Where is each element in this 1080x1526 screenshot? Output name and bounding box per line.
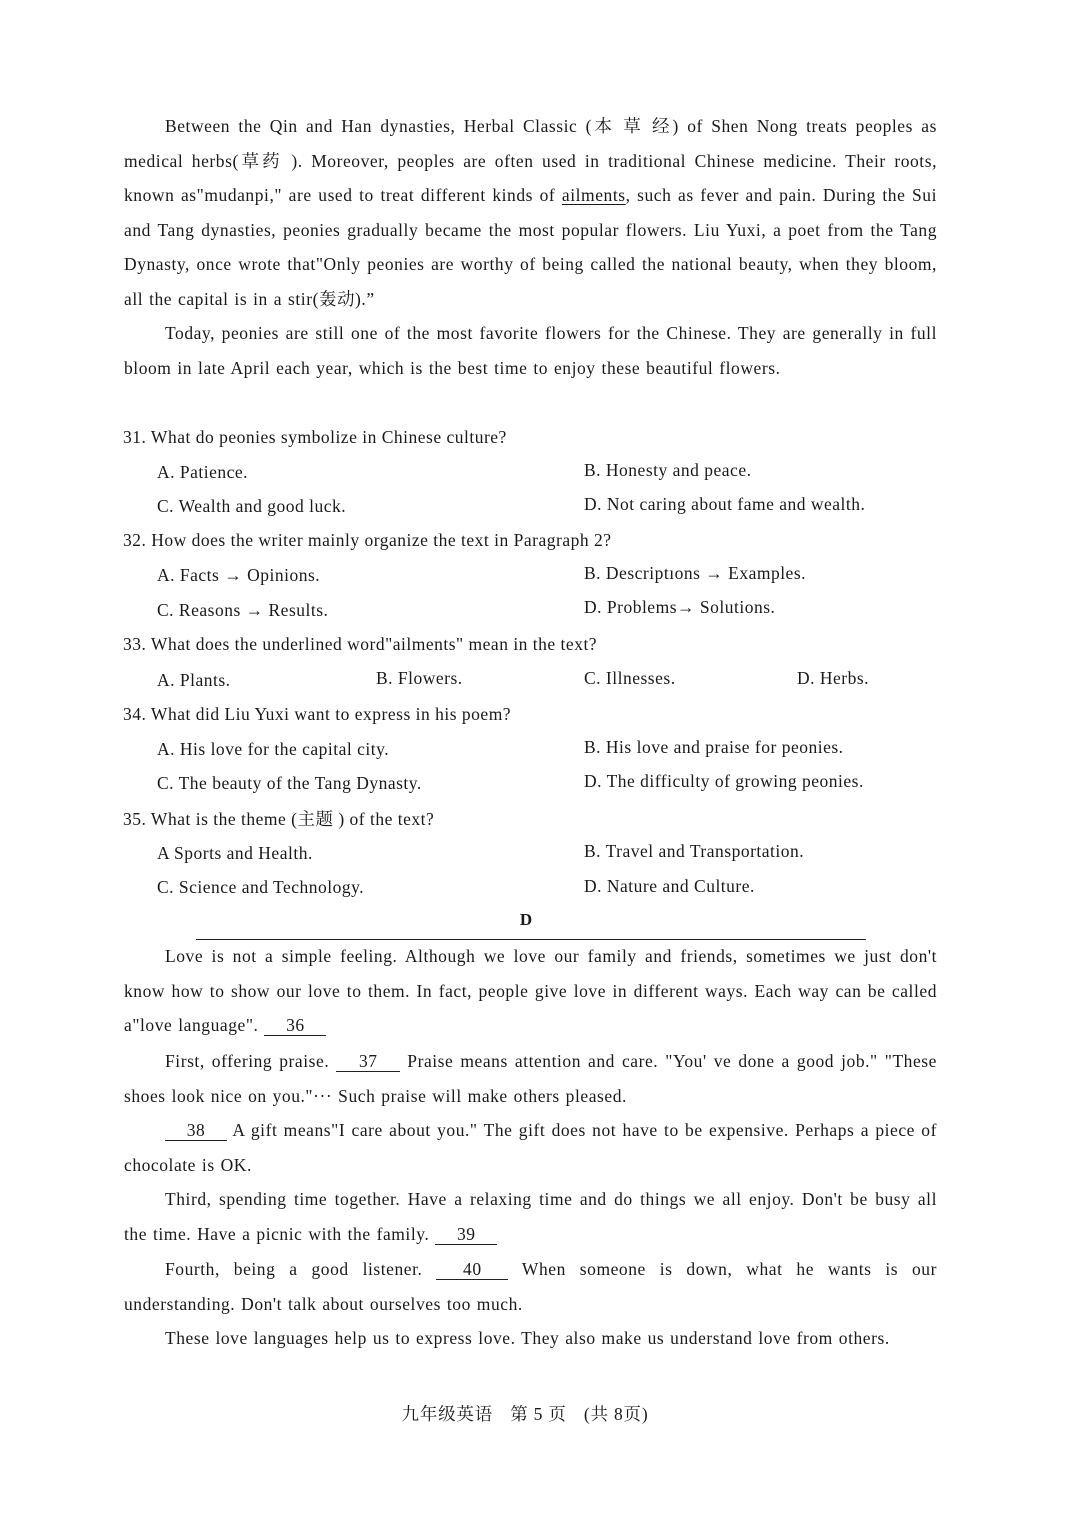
section-d-paragraph-3 [124,1113,937,1182]
passage-c-paragraph-1 [124,109,937,317]
question-34-option-d: D. The difficulty of growing peonies. [584,771,864,791]
question-31-stem: 31. What do peonies symbolize in Chinese culture? [123,427,507,447]
blank-38[interactable]: 38 [165,1120,227,1141]
question-31-option-d: D. Not caring about fame and wealth. [584,494,866,514]
question-35-stem: 35. What is the theme (主题 ) of the text? [123,809,435,829]
page-footer [0,1401,1050,1426]
question-34-stem: 34. What did Liu Yuxi want to express in his poem? [123,704,512,724]
question-32-stem: 32. How does the writer mainly organize the text in Paragraph 2? [123,530,612,550]
underlined-word-ailments: ailments [561,185,626,206]
paragraph-text: A gift means"I care about you." The gift does not have to be expensive. Perhaps a piece of chocolate is OK. [124,1120,937,1175]
paragraph-text: Love is not a simple feeling. Although we love our family and friends, sometimes we just don't know how to show our love to them. In fact, people give love in different ways. Each way can be called a"love language". [124,946,937,1036]
question-32-option-d: D. Problems→ Solutions. [584,597,776,617]
section-d-paragraph-6: These love languages help us to express love. They also make us understand love from others. [165,1328,890,1348]
question-35-option-a: A Sports and Health. [157,843,313,863]
section-d-paragraph-1 [124,939,937,1043]
footer-total-pages: (共 8页) [583,1404,649,1424]
paragraph-text: Third, spending time together. Have a relaxing time and do things we all enjoy. Don't be busy all the time. Have a picnic with the family. [124,1189,937,1244]
section-d-paragraph-5 [124,1252,937,1321]
question-33-option-b: B. Flowers. [376,668,463,688]
section-d-paragraph-4 [124,1182,937,1251]
paragraph-text: When someone is down, what he wants is our understanding. Don't talk about ourselves too much. [124,1259,937,1314]
passage-c-paragraph-2: Today, peonies are still one of the most favorite flowers for the Chinese. They are generally in full bloom in late April each year, which is the best time to enjoy these beautiful flowers. [124,323,937,378]
paragraph-text: Fourth, being a good listener. [165,1259,423,1279]
paragraph-text: Between the Qin and Han dynasties, Herbal Classic (本 草 经) of Shen Nong treats peoples as medical herbs(草药 ). Moreover, peoples are often used in traditional Chinese medicine. Their roots, known as"mudanpi," are used to treat different kinds of [124,116,937,206]
question-32-option-a: A. Facts → Opinions. [157,565,321,585]
question-34-option-c: C. The beauty of the Tang Dynasty. [157,773,422,793]
section-d-paragraph-2 [124,1044,937,1113]
blank-36[interactable]: 36 [264,1015,326,1036]
question-32-option-b: B. Descriptıons → Examples. [584,563,807,583]
blank-37[interactable]: 37 [336,1051,400,1072]
question-35-option-d: D. Nature and Culture. [584,876,755,896]
blank-39[interactable]: 39 [435,1224,497,1245]
question-34-option-b: B. His love and praise for peonies. [584,737,844,757]
question-35-option-c: C. Science and Technology. [157,877,365,897]
paragraph-text: First, offering praise. [165,1051,330,1071]
question-33-option-c: C. Illnesses. [584,668,676,688]
question-31-option-b: B. Honesty and peace. [584,460,752,480]
footer-page-number: 第 5 页 [510,1404,567,1424]
section-d-title: D [519,910,533,929]
question-33-stem: 33. What does the underlined word"ailments" mean in the text? [123,634,598,654]
blank-40[interactable]: 40 [436,1259,508,1280]
question-33-option-d: D. Herbs. [797,668,870,688]
paragraph-text: , such as fever and pain. During the Sui and Tang dynasties, peonies gradually became the most popular flowers. Liu Yuxi, a poet from the Tang Dynasty, once wrote that"Only peonies are worthy of being called the national beauty, when they bloom, all the capital is in a stir(轰动).” [124,185,938,309]
question-34-option-a: A. His love for the capital city. [157,739,390,759]
paragraph-text: Praise means attention and care. "You' ve done a good job." "These shoes look nice on you."··· Such praise will make others pleased. [124,1051,937,1106]
question-31-option-c: C. Wealth and good luck. [157,496,347,516]
question-33-option-a: A. Plants. [157,670,231,690]
question-32-option-c: C. Reasons → Results. [157,600,329,620]
footer-subject: 九年级英语 [401,1404,494,1424]
question-35-option-b: B. Travel and Transportation. [584,841,805,861]
question-31-option-a: A. Patience. [157,462,249,482]
